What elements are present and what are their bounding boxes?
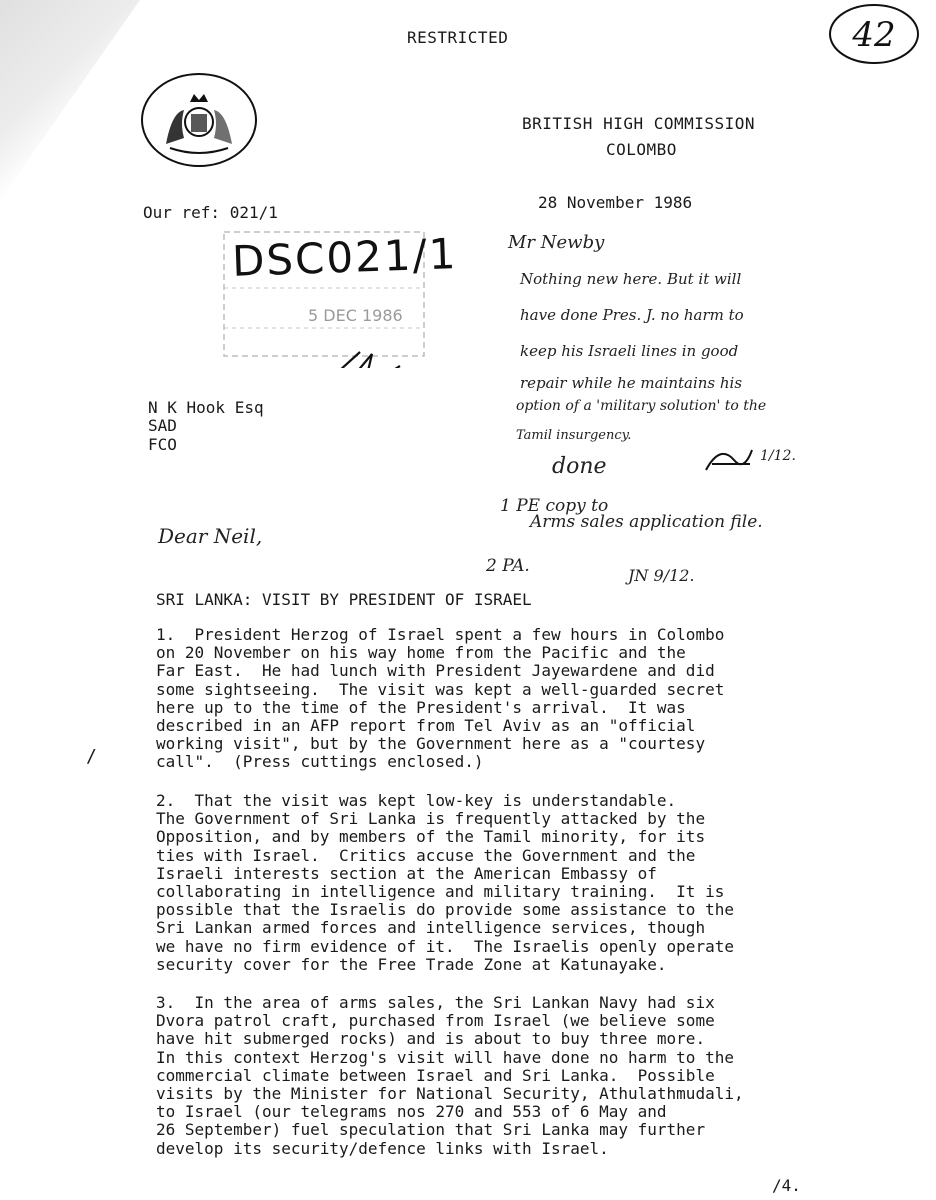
royal-crest-icon <box>140 72 258 168</box>
salutation: Dear Neil, <box>158 524 263 548</box>
handwritten-minute-addressee: Mr Newby <box>508 232 605 253</box>
handwritten-minute-line: keep his Israeli lines in good <box>520 342 739 360</box>
addressee-department: SAD <box>148 416 177 435</box>
handwritten-action-1: 1 PE copy to <box>500 496 609 516</box>
margin-mark: / <box>86 746 97 767</box>
handwritten-minute-line: repair while he maintains his <box>520 374 743 392</box>
page-corner-fold <box>0 0 140 200</box>
handwritten-minute-line: option of a 'military solution' to the <box>516 398 767 414</box>
addressee-name: N K Hook Esq <box>148 398 264 417</box>
letter-date: 28 November 1986 <box>538 193 693 212</box>
paragraph-2: 2. That the visit was kept low-key is understandable. The Government of Sri Lanka is frequently attacked by the Opposition, and by members of the Tamil minority, for its ties with Israel. Critics accuse the Government and the Israeli interests section at the American Embassy of collaborating in intelligence and military training. It is possible that the Israelis do provide some assistance to the Sri Lankan armed forces and intelligence services, though we have no firm evidence of it. The Israelis openly operate security cover for the Free Trade Zone at Katunayake. <box>156 791 734 974</box>
handwritten-signoff: JN 9/12. <box>628 566 695 585</box>
addressee-office: FCO <box>148 435 177 454</box>
folio-circle <box>826 0 922 66</box>
stamp-received-date: 5 DEC 1986 <box>308 306 403 325</box>
handwritten-minute-line: have done Pres. J. no harm to <box>520 306 744 324</box>
folio-number: 42 <box>852 15 896 55</box>
handwritten-minute-line: Nothing new here. But it will <box>520 270 742 288</box>
page-continuation: /4. <box>772 1176 801 1195</box>
handwritten-action-2: 2 PA. <box>486 556 530 576</box>
stamp-file-code: DSC021/1 <box>231 229 459 286</box>
paragraph-3: 3. In the area of arms sales, the Sri Lankan Navy had six Dvora patrol craft, purchased from Israel (we believe some have hit submerged rocks) and is about to buy three more. In this context Herzog's visit will have done no harm to the commercial climate between Israel and Sri Lanka. Possible visits by the Minister for National Security, Athulathmudali, to Israel (our telegrams nos 270 and 553 of 6 May and 26 September) fuel speculation that Sri Lanka may further develop its security/defence links with Israel. <box>156 993 744 1158</box>
letter-subject: SRI LANKA: VISIT BY PRESIDENT OF ISRAEL <box>156 590 532 609</box>
classification-label: RESTRICTED <box>407 28 509 47</box>
handwritten-done: done <box>552 454 607 479</box>
handwritten-initials-date: 1/12. <box>760 448 796 464</box>
organisation-city: COLOMBO <box>606 140 677 159</box>
paragraph-1: 1. President Herzog of Israel spent a few hours in Colombo on 20 November on his way home from the Pacific and the Far East. He had lunch with President Jayewardene and did some sightseeing. The visit was kept a well-guarded secret here up to the time of the President's arrival. It was described in an AFP report from Tel Aviv as an "official working visit", but by the Government here as a "courtesy call". (Press cuttings enclosed.) <box>156 625 725 772</box>
initials-scribble <box>700 440 760 480</box>
reference-number: Our ref: 021/1 <box>143 203 278 222</box>
handwritten-action-1-file: Arms sales application file. <box>530 512 763 532</box>
handwritten-minute-line: Tamil insurgency. <box>516 428 632 443</box>
organisation-name: BRITISH HIGH COMMISSION <box>522 114 756 133</box>
